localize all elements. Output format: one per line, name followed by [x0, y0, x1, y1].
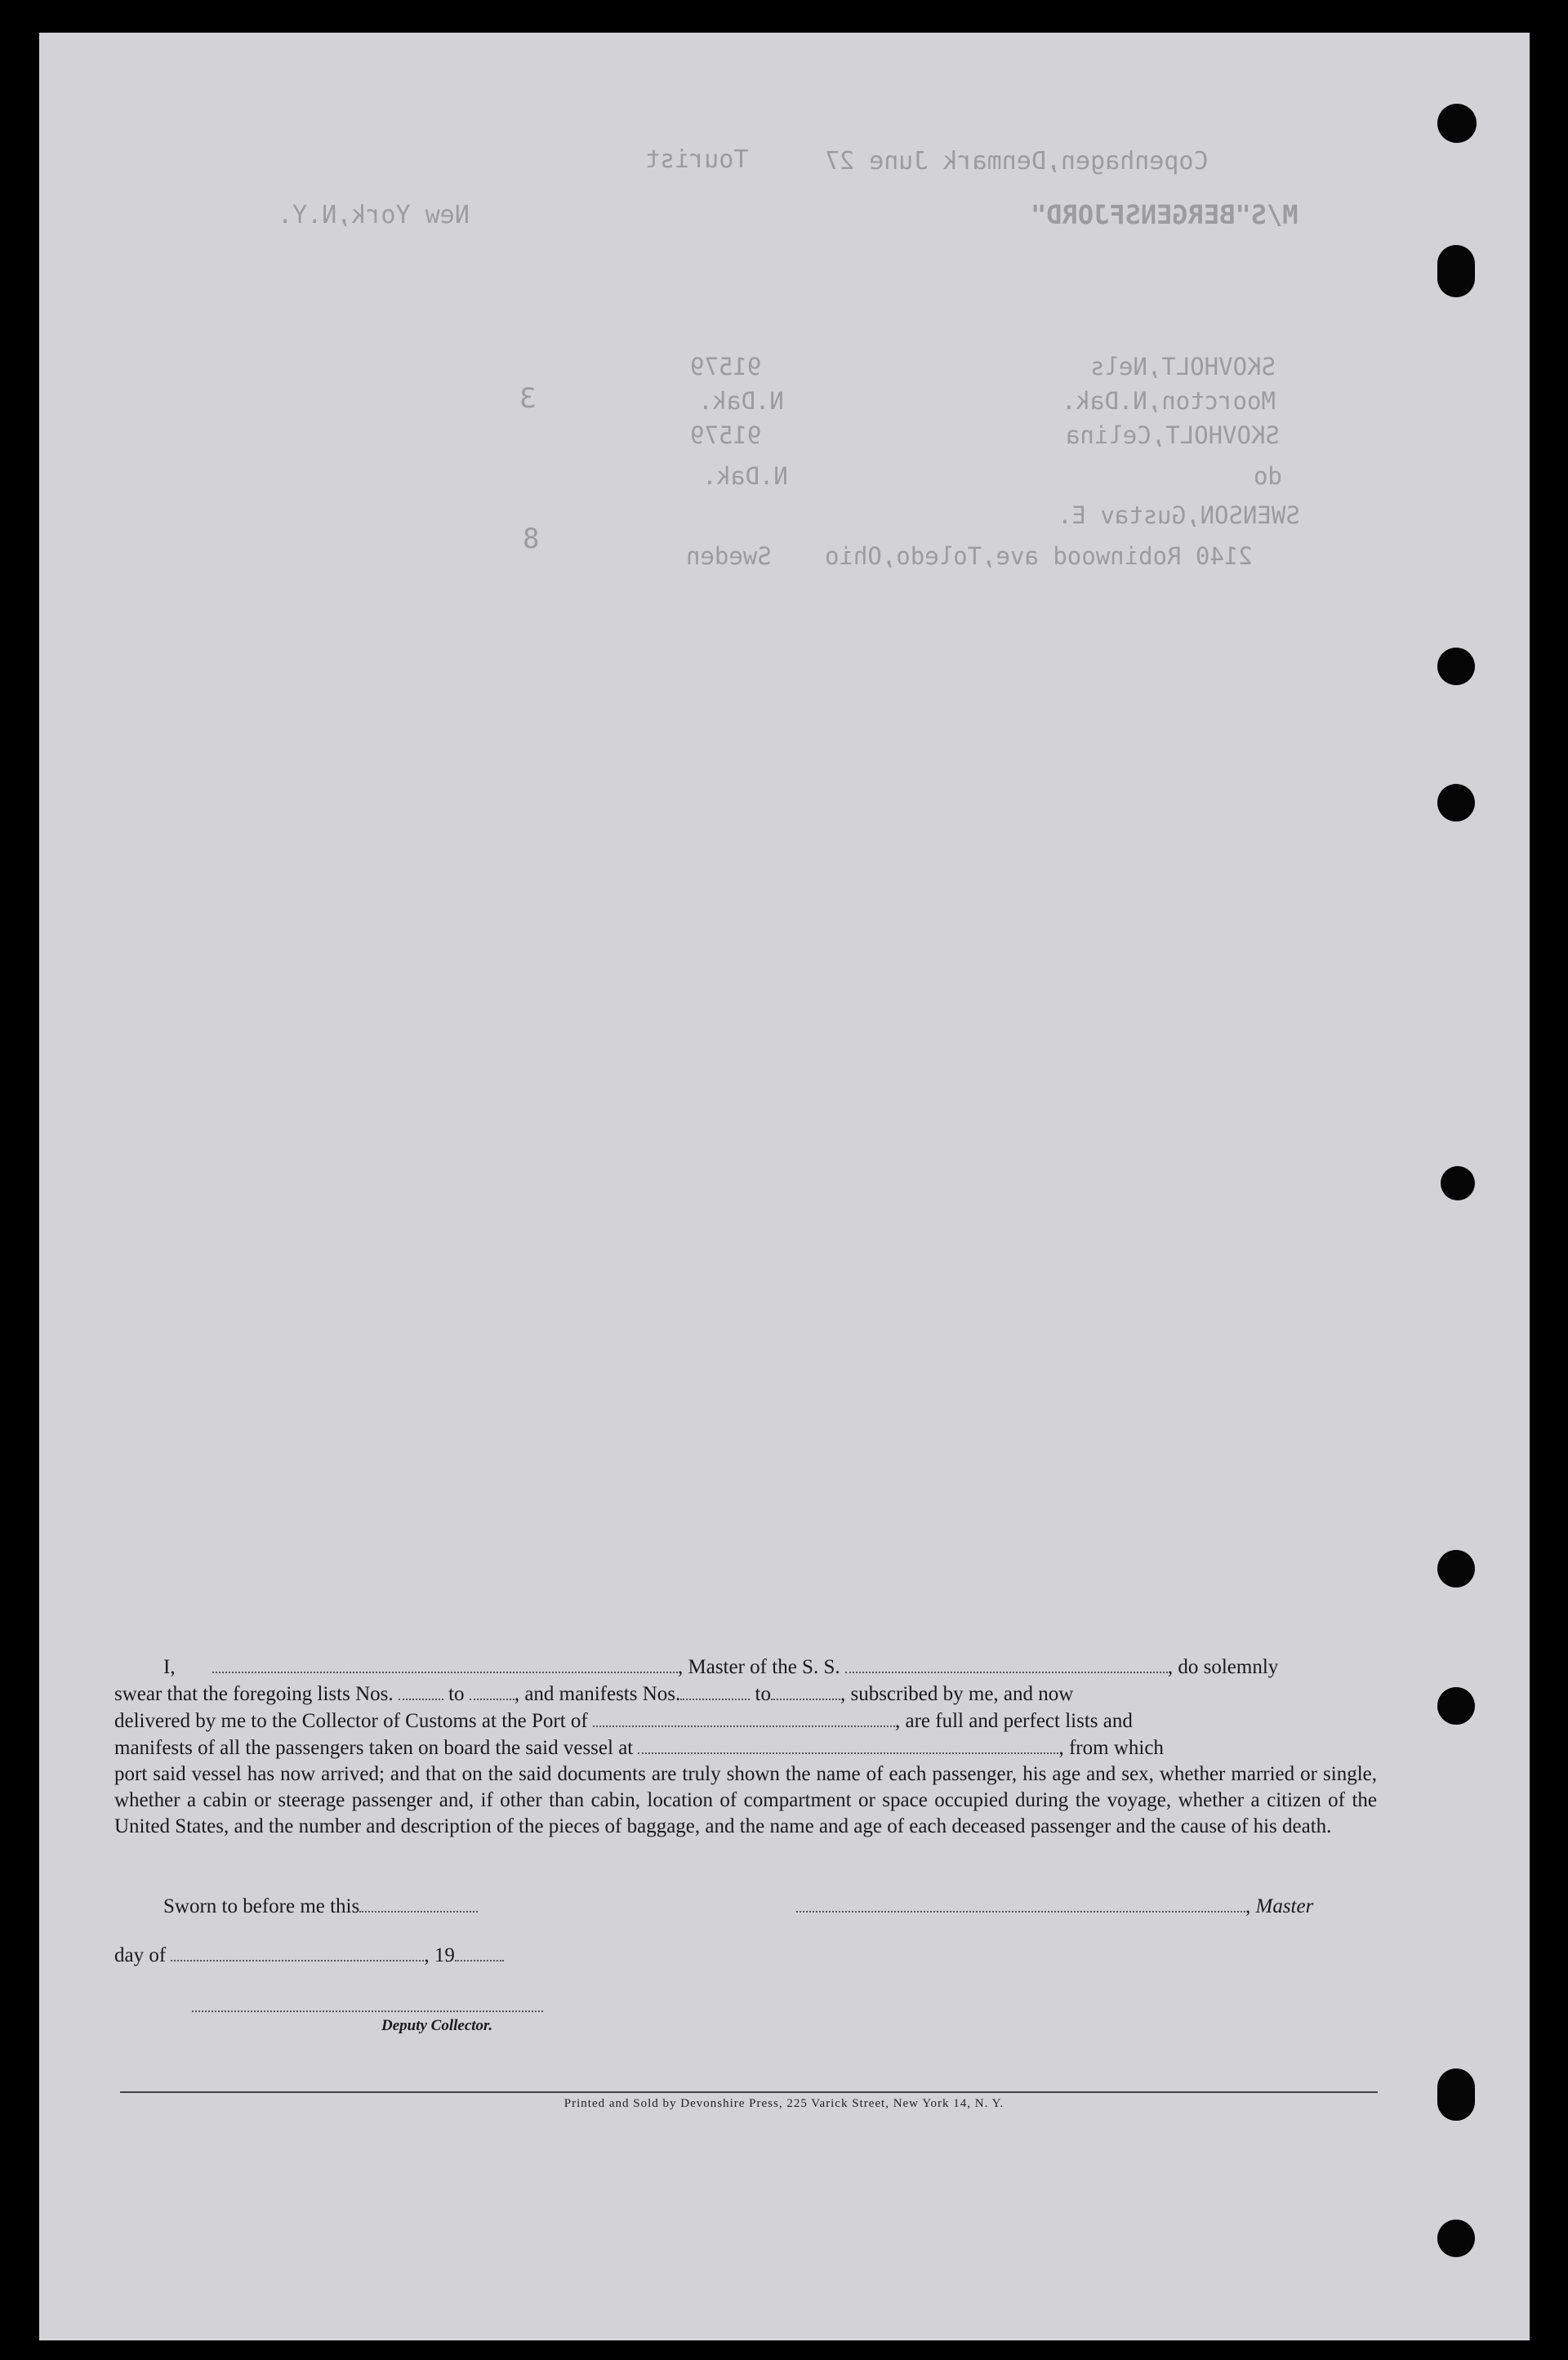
- bleed-destination: New York,N.Y.: [278, 201, 470, 229]
- lists-to-field[interactable]: [470, 1681, 514, 1700]
- year-field[interactable]: [455, 1942, 504, 1961]
- manifests-from-field[interactable]: [680, 1681, 750, 1700]
- lists-from-field[interactable]: [399, 1681, 443, 1700]
- oath-to-1: to: [448, 1683, 465, 1705]
- sworn-date-field[interactable]: [359, 1893, 478, 1912]
- bleed-row-2-ref: N.Dak.: [698, 387, 784, 415]
- day-of-line: [114, 1942, 504, 1967]
- bleed-row-4-ref: N.Dak.: [702, 462, 788, 490]
- footer-rule: [120, 2091, 1378, 2093]
- bleed-row-5-name: SWENSON,Gustav E.: [1058, 501, 1300, 529]
- oath-master-label: , Master of the S. S.: [678, 1656, 840, 1678]
- master-signature-label: , Master: [1245, 1895, 1314, 1917]
- deputy-signature-field[interactable]: [192, 1993, 543, 2012]
- bleed-row-4-name: do: [1254, 462, 1282, 490]
- bleed-port-date: Copenhagen,Denmark June 27: [825, 147, 1209, 176]
- oath-lists-label: swear that the foregoing lists Nos.: [114, 1683, 394, 1705]
- oath-paragraph: [114, 1654, 1377, 1840]
- bleed-mark-1: 3: [519, 382, 537, 415]
- master-signature-line: [796, 1893, 1313, 1918]
- punch-hole: [1437, 245, 1475, 297]
- year-label: , 19: [424, 1944, 455, 1966]
- bleed-row-3-name: SKOVHOLT,Celina: [1066, 421, 1280, 449]
- punch-hole: [1437, 104, 1477, 143]
- oath-subscribed: , subscribed by me, and now: [840, 1683, 1074, 1705]
- punch-hole: [1437, 1550, 1475, 1587]
- oath-solemnly: , do solemnly: [1167, 1656, 1279, 1678]
- master-name-field[interactable]: [212, 1654, 678, 1673]
- day-of-label: day of: [114, 1944, 167, 1966]
- bleed-row-2-name: Moorcton,N.Dak.: [1062, 387, 1276, 415]
- bleed-row-6-name: 2140 Robinwood ave,Toledo,Ohio: [825, 542, 1253, 570]
- bleed-row-3-ref: 91579: [690, 421, 762, 449]
- ship-name-field[interactable]: [845, 1654, 1168, 1673]
- oath-i: I,: [163, 1656, 176, 1678]
- punch-hole: [1437, 2220, 1475, 2257]
- sworn-label: Sworn to before me this: [163, 1895, 360, 1917]
- oath-manifests-label: , and manifests Nos.: [514, 1683, 681, 1705]
- sworn-line: [163, 1893, 478, 1918]
- bleed-row-1-name: SKOVHOLT,Nels: [1090, 353, 1276, 381]
- departure-port-field[interactable]: [638, 1734, 1058, 1754]
- bleed-row-6-ref: Sweden: [686, 542, 772, 570]
- bleed-class: Tourist: [645, 145, 749, 174]
- bleed-vessel: M/S"BERGENSFJORD": [1031, 199, 1298, 230]
- port-field[interactable]: [593, 1708, 895, 1727]
- oath-vessel-at-label: manifests of all the passengers taken on board the said vessel at: [114, 1737, 634, 1759]
- master-signature-field[interactable]: [796, 1893, 1245, 1912]
- punch-hole: [1437, 2068, 1475, 2121]
- bleed-row-1-ref: 91579: [690, 353, 762, 381]
- oath-to-2: to: [755, 1683, 771, 1705]
- manifests-to-field[interactable]: [771, 1681, 840, 1700]
- oath-from-which: , from which: [1058, 1737, 1164, 1759]
- day-of-field[interactable]: [171, 1942, 424, 1961]
- punch-hole: [1437, 648, 1475, 685]
- punch-hole: [1441, 1166, 1475, 1200]
- oath-body: port said vessel has now arrived; and that on the said documents are truly shown the name of each passenger, his age and sex, whether married or single, whether a cabin or steerage passenger and, if other than cabin, location of compartment or space occupied during the voyage, whether a citizen of the United States, and the number and description of the pieces of baggage, and the name and age of each deceased passenger and the cause of his death.: [114, 1763, 1377, 1837]
- punch-hole: [1437, 784, 1475, 822]
- bleed-mark-2: 8: [523, 523, 540, 555]
- oath-full-perfect: , are full and perfect lists and: [895, 1710, 1133, 1732]
- punch-hole: [1437, 1687, 1475, 1725]
- printer-imprint: Printed and Sold by Devonshire Press, 225 Varick Street, New York 14, N. Y.: [564, 2097, 1004, 2110]
- deputy-collector-label: Deputy Collector.: [381, 2017, 493, 2034]
- oath-port-label: delivered by me to the Collector of Customs at the Port of: [114, 1710, 588, 1732]
